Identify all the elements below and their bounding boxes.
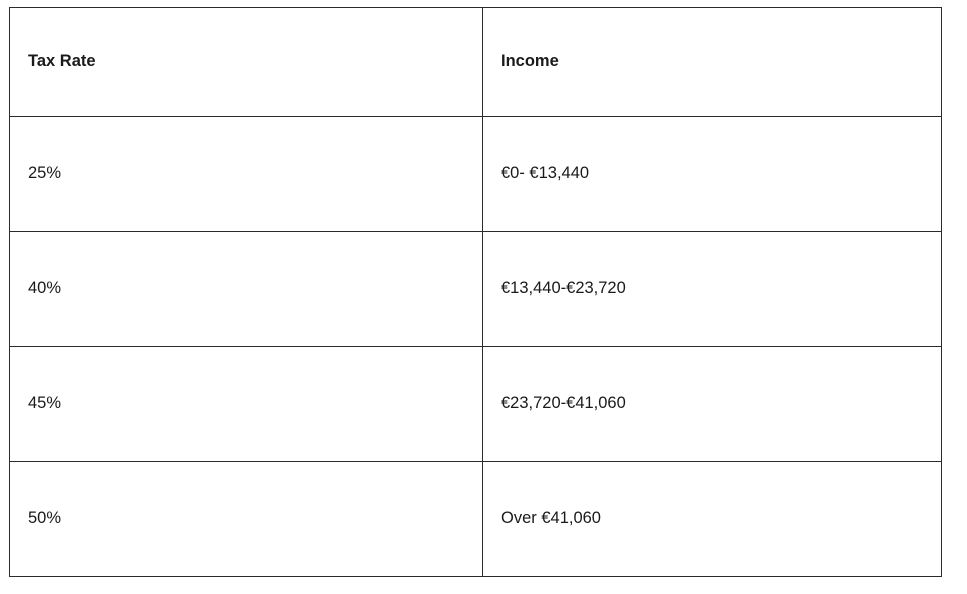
table-row	[10, 232, 942, 347]
cell-tax-rate	[10, 347, 483, 462]
tax-rate-table	[9, 7, 942, 577]
cell-tax-rate-value: 45%	[28, 394, 62, 413]
cell-income-value: Over €41,060	[501, 509, 601, 528]
cell-tax-rate	[10, 117, 483, 232]
cell-income-value: €23,720-€41,060	[501, 394, 626, 413]
cell-income	[483, 117, 942, 232]
column-header-income-label: Income	[501, 52, 559, 71]
table-body	[10, 117, 942, 577]
cell-tax-rate-value: 40%	[28, 279, 62, 298]
column-header-income	[483, 8, 942, 117]
cell-income-value: €13,440-€23,720	[501, 279, 626, 298]
cell-tax-rate	[10, 232, 483, 347]
cell-tax-rate-value: 25%	[28, 164, 62, 183]
cell-tax-rate-value: 50%	[28, 509, 62, 528]
table-row	[10, 347, 942, 462]
table-row	[10, 117, 942, 232]
table-row	[10, 462, 942, 577]
column-header-tax-rate-label: Tax Rate	[28, 52, 96, 71]
cell-tax-rate	[10, 462, 483, 577]
cell-income	[483, 232, 942, 347]
cell-income-value: €0- €13,440	[501, 164, 590, 183]
cell-income	[483, 347, 942, 462]
table-header	[10, 8, 942, 117]
table-header-row	[10, 8, 942, 117]
column-header-tax-rate	[10, 8, 483, 117]
cell-income	[483, 462, 942, 577]
